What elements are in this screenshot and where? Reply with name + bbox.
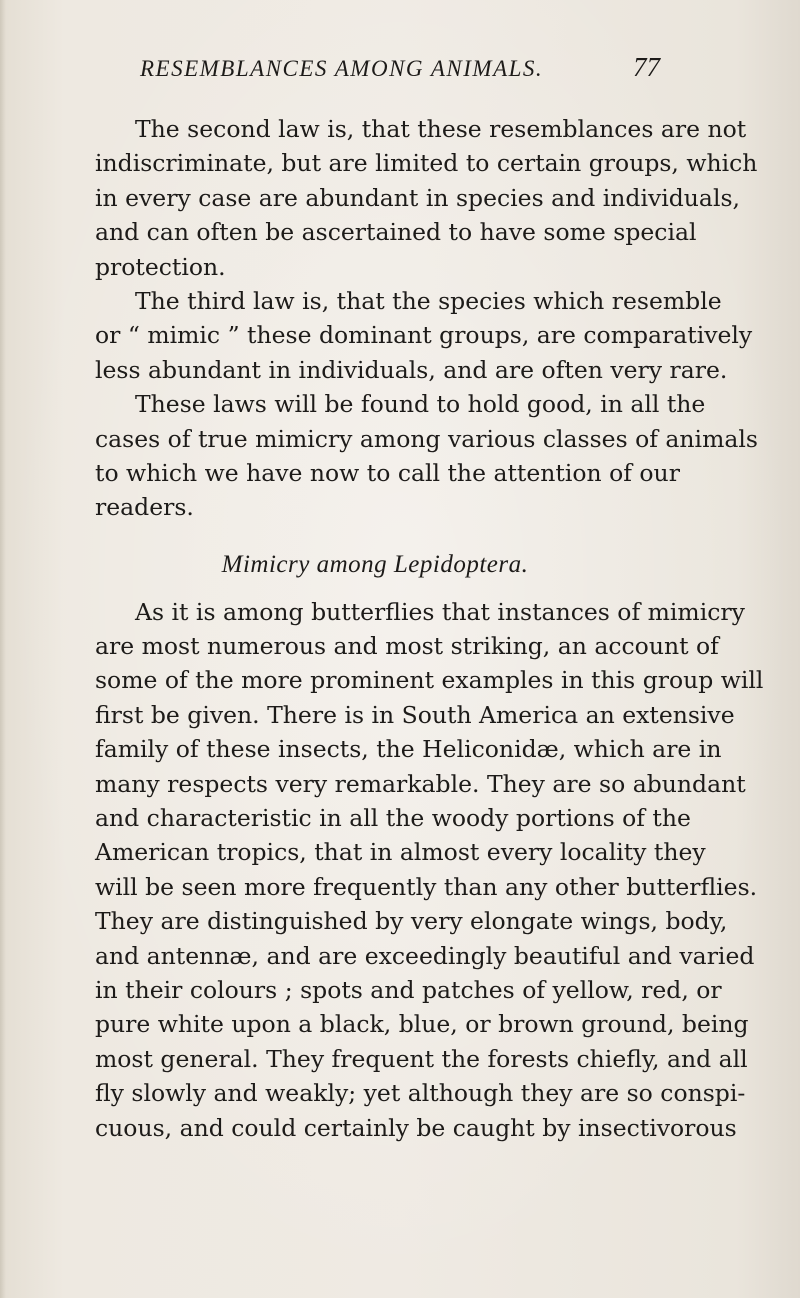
text-line: and can often be ascertained to have some special [95, 218, 697, 247]
text-line: family of these insects, the Heliconidæ, which are in [95, 735, 722, 764]
text-line: will be seen more frequently than any other butterflies. [95, 872, 758, 901]
text-line: American tropics, that in almost every locality they [95, 838, 706, 867]
text-line: most general. They frequent the forests chiefly, and all [95, 1044, 748, 1073]
text-line: in their colours ; spots and patches of yellow, red, or [95, 975, 722, 1004]
page-binding-edge [0, 0, 6, 1298]
text-line: in every case are abundant in species and individuals, [95, 183, 740, 212]
text-line: many respects very remarkable. They are so abundant [95, 769, 746, 798]
text-line: first be given. There is in South America an extensive [95, 700, 735, 729]
text-line: indiscriminate, but are limited to certain groups, which [95, 149, 758, 178]
text-line: cuous, and could certainly be caught by insectivorous [95, 1113, 737, 1142]
text-line: They are distinguished by very elongate wings, body, [95, 907, 728, 936]
text-line: As it is among butterflies that instances of mimicry [135, 597, 745, 626]
body-text [95, 112, 764, 1145]
text-line: are most numerous and most striking, an account of [95, 632, 719, 661]
text-line: pure white upon a black, blue, or brown ground, being [95, 1010, 749, 1039]
text-line: readers. [95, 493, 194, 522]
text-line: some of the more prominent examples in this group will [95, 666, 764, 695]
page-number: 77 [633, 52, 660, 82]
text-line: fly slowly and weakly; yet although they are so conspi- [95, 1079, 746, 1108]
text-line: and antennæ, and are exceedingly beautiful and varied [95, 941, 755, 970]
text-line: cases of true mimicry among various classes of animals [95, 424, 758, 453]
text-line: These laws will be found to hold good, in all the [135, 390, 706, 419]
running-title: RESEMBLANCES AMONG ANIMALS. [140, 56, 544, 81]
text-line: The third law is, that the species which resemble [135, 286, 722, 315]
text-line: or “ mimic ” these dominant groups, are comparatively [95, 321, 753, 350]
text-line: The second law is, that these resemblances are not [135, 115, 747, 143]
section-heading: Mimicry among Lepidoptera. [221, 550, 529, 578]
text-line: less abundant in individuals, and are often very rare. [95, 355, 728, 384]
text-line: and characteristic in all the woody portions of the [95, 804, 691, 833]
running-head [140, 52, 660, 86]
text-line: protection. [95, 252, 226, 281]
text-line: to which we have now to call the attention of our [95, 458, 680, 487]
